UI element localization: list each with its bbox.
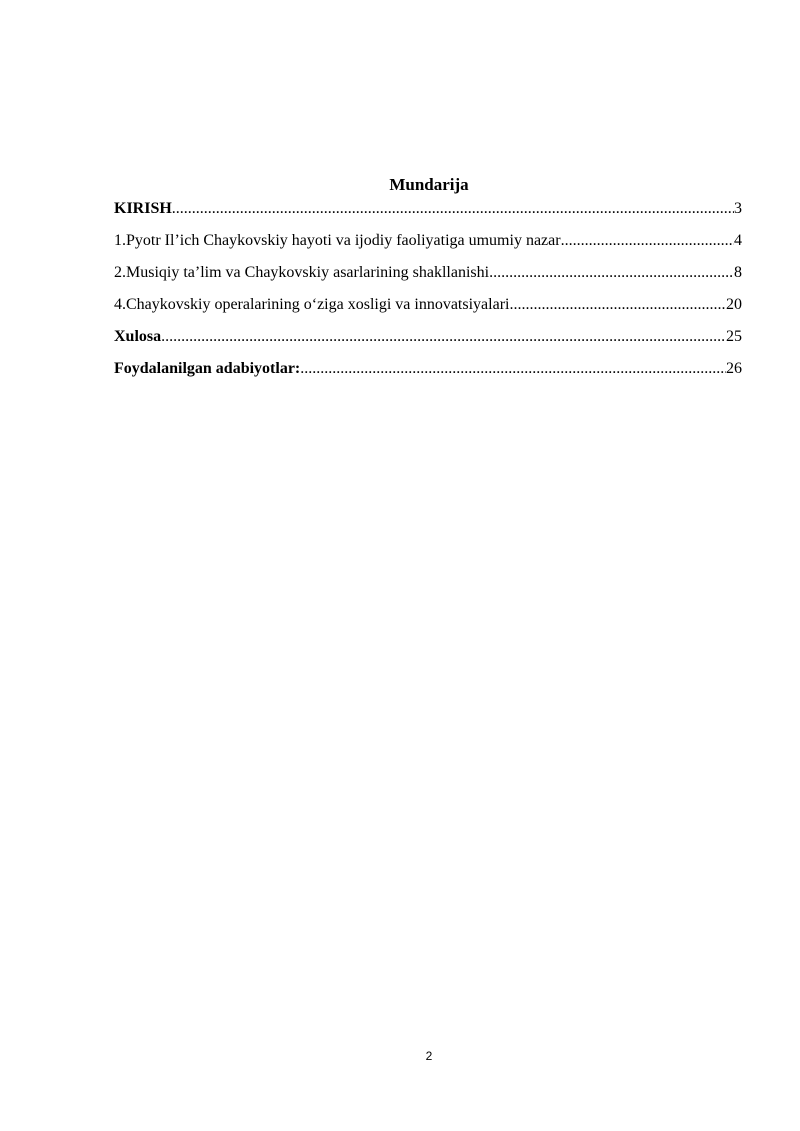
toc-entry-page: 8 [734, 264, 742, 281]
toc-entry-page: 3 [734, 200, 742, 217]
toc-entry-label: 1.Pyotr Il’ich Chaykovskiy hayoti va ijodiy faoliyatiga umumiy nazar [114, 232, 561, 249]
toc-entry-label: 2.Musiqiy ta’lim va Chaykovskiy asarlarining shakllanishi [114, 264, 490, 281]
toc-entry-label: Xulosa [114, 328, 162, 345]
page-number: 2 [425, 1049, 433, 1063]
toc-entry-chapter-4[interactable] [114, 294, 742, 326]
toc-dot-leader [509, 294, 726, 316]
toc-entry-chapter-1[interactable] [114, 230, 742, 262]
toc-dot-leader [489, 262, 734, 284]
table-of-contents [114, 198, 742, 390]
toc-entry-chapter-2[interactable] [114, 262, 742, 294]
toc-dot-leader [172, 198, 734, 220]
toc-entry-label: Foydalanilgan adabiyotlar: [114, 360, 301, 377]
toc-entry-kirish[interactable] [114, 198, 742, 230]
toc-dot-leader [561, 230, 734, 252]
toc-entry-page: 20 [726, 296, 742, 313]
toc-entry-page: 25 [726, 328, 742, 345]
toc-dot-leader [161, 326, 726, 348]
toc-entry-label: 4.Chaykovskiy operalarining o‘ziga xosligi va innovatsiyalari [114, 296, 510, 313]
toc-entry-label: KIRISH [114, 200, 172, 217]
toc-entry-adabiyotlar[interactable] [114, 358, 742, 390]
toc-dot-leader [300, 358, 726, 380]
toc-entry-xulosa[interactable] [114, 326, 742, 358]
toc-title: Mundarija [389, 175, 469, 194]
toc-entry-page: 4 [734, 232, 742, 249]
toc-entry-page: 26 [726, 360, 742, 377]
